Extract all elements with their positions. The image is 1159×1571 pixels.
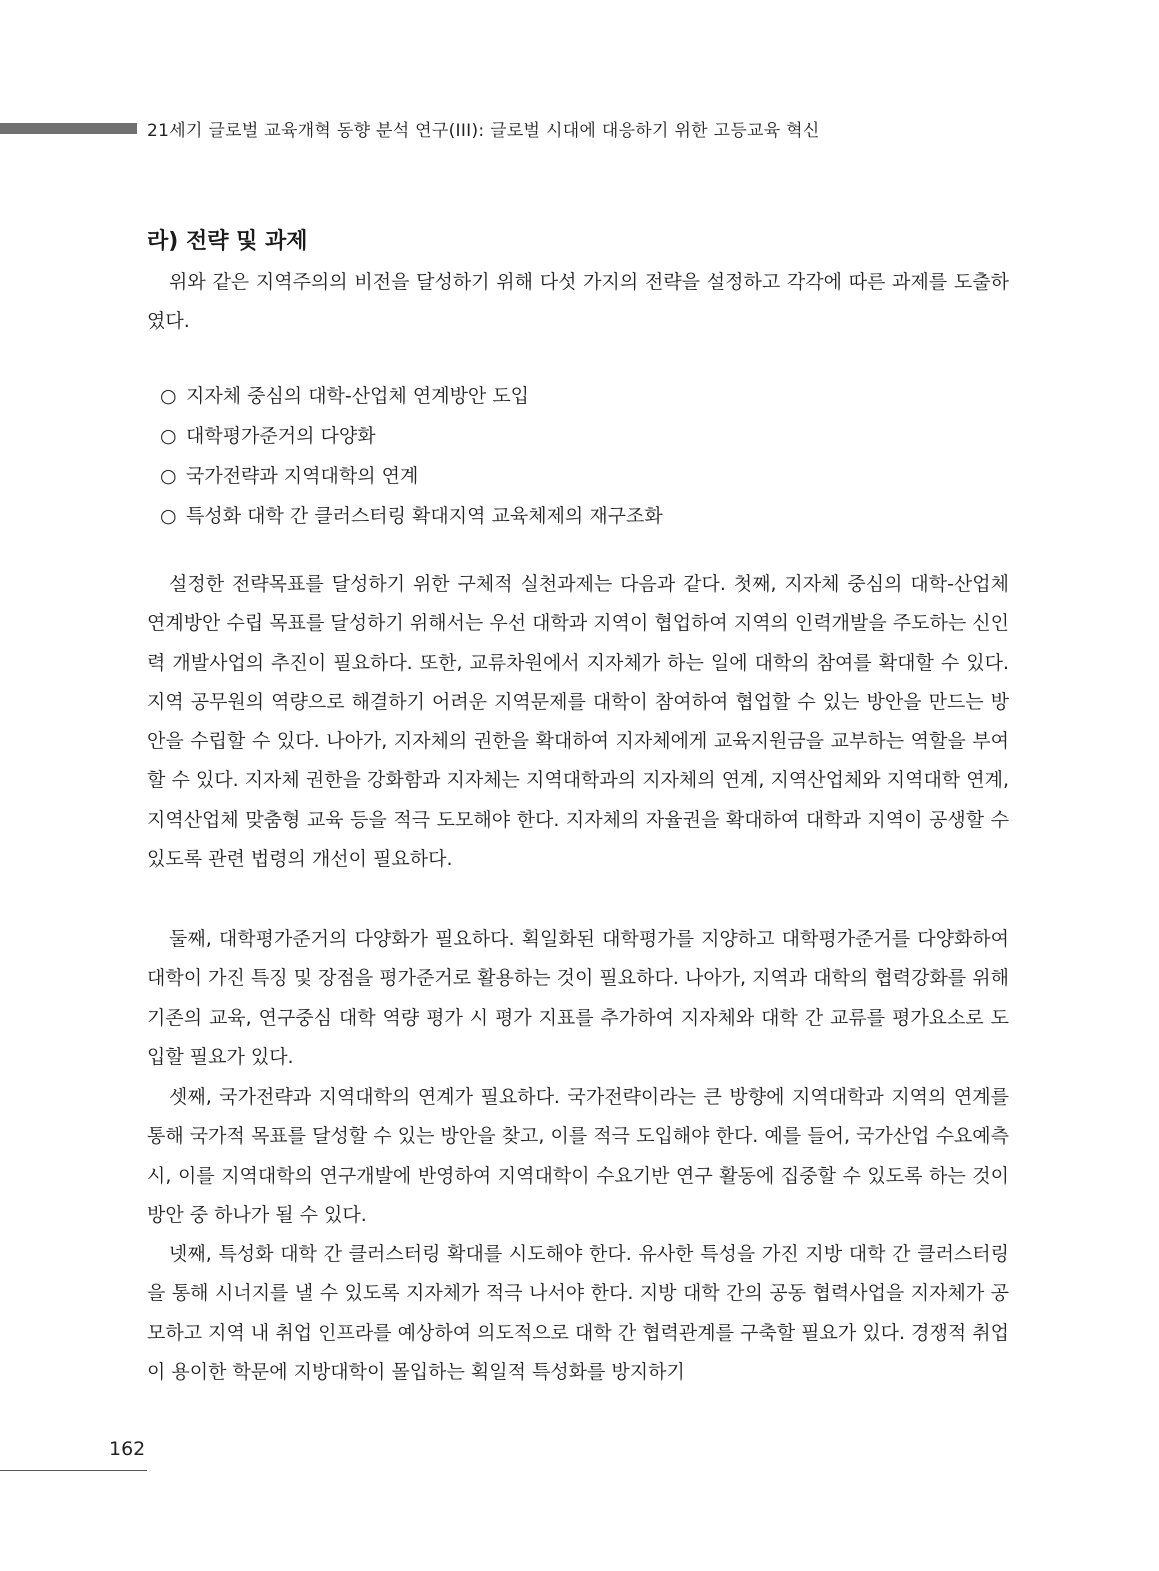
page-number: 162 bbox=[109, 1438, 146, 1460]
footer-rule bbox=[0, 1470, 147, 1471]
list-item-text: 특성화 대학 간 클러스터링 확대지역 교육체제의 재구조화 bbox=[186, 505, 663, 527]
list-item-text: 대학평가준거의 다양화 bbox=[186, 425, 376, 447]
list-item bbox=[160, 416, 663, 456]
list-item bbox=[160, 456, 663, 496]
body-paragraph-fourth: 넷째, 특성화 대학 간 클러스터링 확대를 시도해야 한다. 유사한 특성을 가진 지방 대학 간 클러스터링을 통해 시너지를 낼 수 있도록 지자체가 적극 나서야 한다. 지방 대학 간의 공동 협력사업을 지자체가 공모하고 지역 내 취업 인프라를 예상하여 의도적으로 대학 간 협력관계를 구축할 필요가 있다. 경쟁적 취업이 용이한 학문에 지방대학이 몰입하는 획일적 특성화를 방지하기 bbox=[147, 1243, 1009, 1383]
list-item bbox=[160, 376, 663, 416]
list-item-text: 국가전략과 지역대학의 연계 bbox=[186, 465, 419, 487]
body-paragraph-first: 설정한 전략목표를 달성하기 위한 구체적 실천과제는 다음과 같다. 첫째, 지자체 중심의 대학-산업체 연계방안 수립 목표를 달성하기 위해서는 우선 대학과 지역이 협업하여 지역의 인력개발을 주도하는 신인력 개발사업의 추진이 필요하다. 또한, 교류차원에서 지자체가 하는 일에 대학의 참여를 확대할 수 있다. 지역 공무원의 역량으로 해결하기 어려운 지역문제를 대학이 참여하여 협업할 수 있는 방안을 만드는 방안을 수립할 수 있다. 나아가, 지자체의 권한을 확대하여 지자체에게 교육지원금을 교부하는 역할을 부여할 수 있다. 지자체 권한을 강화함과 지자체는 지역대학과의 지자체의 연계, 지역산업체와 지역대학 연계, 지역산업체 맞춤형 교육 등을 적극 도모해야 한다. 지자체의 자율권을 확대하여 대학과 지역이 공생할 수 있도록 관련 법령의 개선이 필요하다. bbox=[147, 573, 1009, 871]
running-header-title: 21세기 글로벌 교육개혁 동향 분석 연구(III): 글로벌 시대에 대응하기 위한 고등교육 혁신 bbox=[147, 121, 820, 141]
bullet-marker: ○ bbox=[160, 465, 177, 487]
list-item bbox=[160, 496, 663, 536]
header-bar-decoration bbox=[0, 123, 137, 134]
bullet-marker: ○ bbox=[160, 385, 177, 407]
strategy-list bbox=[160, 376, 663, 536]
intro-paragraph: 위와 같은 지역주의의 비전을 달성하기 위해 다섯 가지의 전략을 설정하고 각각에 따른 과제를 도출하였다. bbox=[147, 271, 1009, 333]
body-paragraph-second: 둘째, 대학평가준거의 다양화가 필요하다. 획일화된 대학평가를 지양하고 대학평가준거를 다양화하여 대학이 가진 특징 및 장점을 평가준거로 활용하는 것이 필요하다. 나아가, 지역과 대학의 협력강화를 위해 기존의 교육, 연구중심 대학 역량 평가 시 평가 지표를 추가하여 지자체와 대학 간 교류를 평가요소로 도입할 필요가 있다. bbox=[147, 928, 1009, 1068]
body-paragraph-third: 셋째, 국가전략과 지역대학의 연계가 필요하다. 국가전략이라는 큰 방향에 지역대학과 지역의 연계를 통해 국가적 목표를 달성할 수 있는 방안을 찾고, 이를 적극 도입해야 한다. 예를 들어, 국가산업 수요예측 시, 이를 지역대학의 연구개발에 반영하여 지역대학이 수요기반 연구 활동에 집중할 수 있도록 하는 것이 방안 중 하나가 될 수 있다. bbox=[147, 1086, 1009, 1226]
bullet-marker: ○ bbox=[160, 425, 177, 447]
section-heading: 라) 전략 및 과제 bbox=[147, 229, 308, 254]
list-item-text: 지자체 중심의 대학-산업체 연계방안 도입 bbox=[186, 385, 530, 407]
bullet-marker: ○ bbox=[160, 505, 177, 527]
